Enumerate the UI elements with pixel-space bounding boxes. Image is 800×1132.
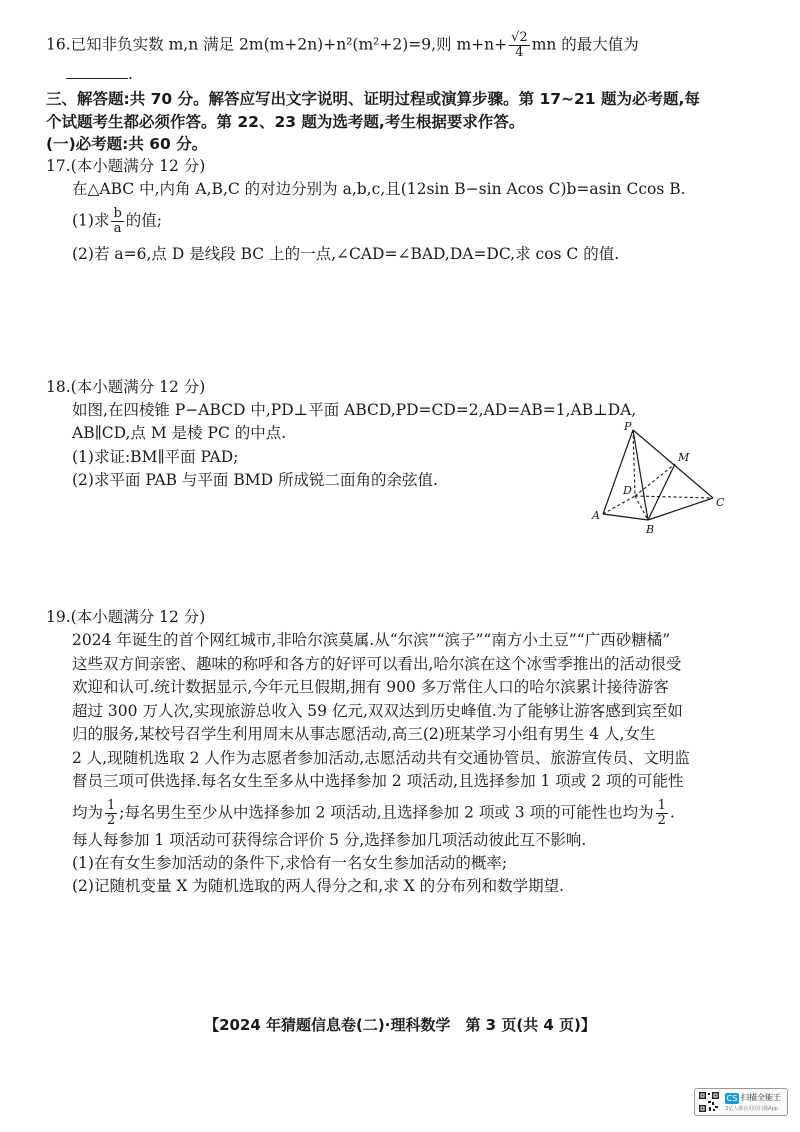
q19-part1: (1)在有女生参加活动的条件下,求恰有一名女生参加活动的概率; xyxy=(72,854,508,872)
q19-line2: 这些双方间亲密、趣味的称呼和各方的好评可以看出,哈尔滨在这个冰雪季推出的活动很受 xyxy=(72,655,682,673)
q19-part2: (2)记随机变量 X 为随机选取的两人得分之和,求 X 的分布列和数学期望. xyxy=(72,877,565,895)
subsection-required: (一)必考题:共 60 分。 xyxy=(46,135,208,153)
q19-heading: 19.(本小题满分 12 分) xyxy=(46,608,206,626)
scanner-tagline: 3亿人都在用的扫描App xyxy=(725,1106,778,1112)
q17-part1: (1)求 $\frac{b}{a}$ 的值; xyxy=(72,206,163,236)
scanner-badge: CS xyxy=(726,1094,738,1103)
q18-line2: AB∥CD,点 M 是棱 PC 的中点. xyxy=(72,424,287,442)
page-footer: 【2024 年猜题信息卷(二)·理科数学 第 3 页(共 4 页)】 xyxy=(204,1016,596,1034)
q19-line9: 每人每参加 1 项活动可获得综合评价 5 分,选择参加几项活动彼此互不影响. xyxy=(72,831,587,849)
label-B: B xyxy=(646,523,655,536)
qr-code-icon xyxy=(698,1091,720,1113)
q16-fraction: $\frac{√2}{4}$ xyxy=(511,30,528,60)
q19-fraction-2: $\frac{1}{2}$ xyxy=(657,798,666,828)
scanner-watermark xyxy=(694,1088,788,1116)
pyramid-figure xyxy=(590,418,730,536)
edge-AD xyxy=(603,496,635,514)
q17-fraction: $\frac{b}{a}$ xyxy=(113,206,122,236)
edge-PA xyxy=(603,430,633,514)
q18-part1: (1)求证:BM∥平面 PAD; xyxy=(72,448,239,466)
q19-line4: 超过 300 万人次,实现旅游总收入 59 亿元,双双达到历史峰值.为了能够让游客感到宾至如 xyxy=(72,702,683,720)
q18-part2: (2)求平面 PAB 与平面 BMD 所成锐二面角的余弦值. xyxy=(72,471,438,489)
edge-BC xyxy=(648,498,713,520)
q18-heading: 18.(本小题满分 12 分) xyxy=(46,378,206,396)
q19-line6: 2 人,现随机选取 2 人作为志愿者参加活动,志愿活动共有交通协管员、旅游宣传员、文明监 xyxy=(72,749,690,767)
q16-answer-line: . xyxy=(66,63,133,85)
q16-answer-blank xyxy=(66,64,128,79)
label-C: C xyxy=(716,496,725,509)
edge-AB xyxy=(603,514,648,520)
label-P: P xyxy=(624,420,632,433)
q17-part2: (2)若 a=6,点 D 是线段 BC 上的一点,∠CAD=∠BAD,DA=DC,求 cos C 的值. xyxy=(72,245,620,263)
scanner-app-name: 扫描全能王 xyxy=(741,1093,781,1102)
q17-heading: 17.(本小题满分 12 分) xyxy=(46,157,206,175)
q19-line7: 督员三项可供选择.每名女生至多从中选择参加 2 项活动,且选择参加 1 项或 2 项的可能性 xyxy=(72,772,684,790)
label-M: M xyxy=(678,451,690,464)
section3-line2: 个试题考生都必须作答。第 22、23 题为选考题,考生根据要求作答。 xyxy=(46,113,525,131)
q19-line5: 归的服务,某校号召学生利用周末从事志愿活动,高三(2)班某学习小组有男生 4 人,女生 xyxy=(72,725,656,743)
q19-line3: 欢迎和认可.统计数据显示,今年元旦假期,拥有 900 多万常住人口的哈尔滨累计接待游客 xyxy=(72,678,669,696)
q17-stem: 在△ABC 中,内角 A,B,C 的对边分别为 a,b,c,且(12sin B−sin Acos C)b=asin Ccos B. xyxy=(72,180,686,198)
q16-line xyxy=(46,31,639,60)
q16-text-b: mn 的最大值为 xyxy=(531,35,639,54)
label-A: A xyxy=(592,509,600,522)
q16-text-a: 16.已知非负实数 m,n 满足 2m(m+2n)+n²(m²+2)=9,则 m+n+ xyxy=(46,35,508,54)
edge-DC xyxy=(635,496,713,498)
q18-line1: 如图,在四棱锥 P−ABCD 中,PD⊥平面 ABCD,PD=CD=2,AD=AB=1,AB⊥DA, xyxy=(72,401,637,419)
q19-fraction-1: $\frac{1}{2}$ xyxy=(107,798,116,828)
q19-line1: 2024 年诞生的首个网红城市,非哈尔滨莫属.从“尔滨”“滨子”“南方小土豆”“广西砂糖橘” xyxy=(72,631,671,649)
q19-line8: 均为 $\frac{1}{2}$ ;每名男生至少从中选择参加 2 项活动,且选择参加 2 项或 3 项的可能性也均为 $\frac{1}{2}$ . xyxy=(72,798,675,828)
label-D: D xyxy=(623,484,632,497)
section3-line1: 三、解答题:共 70 分。解答应写出文字说明、证明过程或演算步骤。第 17~21 题为必考题,每 xyxy=(46,90,700,108)
